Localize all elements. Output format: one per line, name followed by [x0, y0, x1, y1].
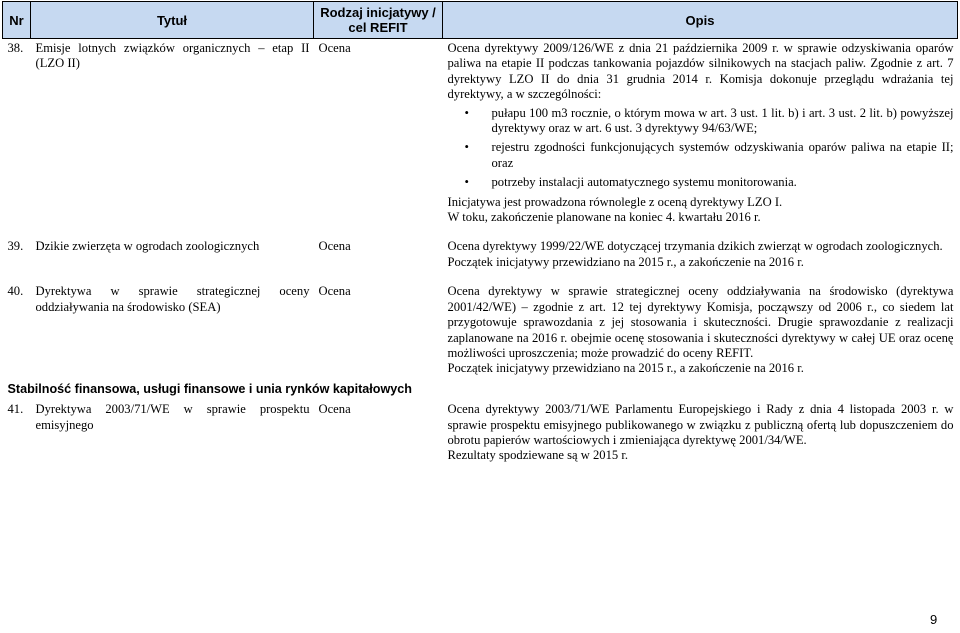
list-item: • rejestru zgodności funkcjonujących systemów odzyskiwania oparów paliwa na etapie II; oraz [464, 140, 954, 170]
row-nr: 39. [7, 239, 24, 254]
table-row [3, 237, 958, 282]
header-type [314, 2, 443, 39]
row-desc-bullets [448, 106, 954, 191]
initiatives-table [2, 1, 958, 467]
row-nr: 40. [7, 284, 24, 299]
row-description [443, 39, 958, 238]
list-item: • potrzeby instalacji automatycznego systemu monitorowania. [464, 175, 797, 190]
header-type-line1: Rodzaj inicjatywy / [320, 5, 436, 20]
table-row [3, 400, 958, 467]
table-header [3, 2, 958, 39]
row-desc-intro: Ocena dyrektywy 2009/126/WE z dnia 21 października 2009 r. w sprawie odzyskiwania oparów paliwa na etapie II podczas tankowania pojazdów silnikowych na stacjach paliw. Zgodnie z art. 7 dyrektywy LZO II do dnia 31 grudnia 2014 r. Komisja dokonuje przeglądu wdrażania tej dyrektywy, a w szczególności: [447, 41, 954, 102]
table-row [3, 282, 958, 379]
row-description [443, 237, 958, 282]
row-type: Ocena [318, 402, 351, 417]
row-desc-p2: Rezultaty spodziewane są w 2015 r. [447, 448, 628, 463]
header-type-line2: cel REFIT [348, 20, 408, 35]
bullet-icon: • [464, 105, 469, 120]
row-type: Ocena [318, 41, 351, 55]
section-heading: Stabilność finansowa, usługi finansowe i unia rynków kapitałowych [7, 381, 412, 396]
row-title: Dyrektywa w sprawie strategicznej oceny oddziaływania na środowisko (SEA) [35, 284, 310, 314]
page-number: 9 [930, 612, 938, 627]
row-nr: 41. [7, 402, 24, 417]
row-type: Ocena [318, 239, 351, 254]
row-description [443, 400, 958, 467]
header-nr: Nr [3, 2, 31, 39]
row-desc-outro2: W toku, zakończenie planowane na koniec 4. kwartału 2016 r. [447, 210, 761, 225]
section-heading-row [3, 380, 958, 400]
table-row [3, 39, 958, 238]
header-title: Tytuł [31, 2, 314, 39]
row-desc-p1: Ocena dyrektywy w sprawie strategicznej oceny oddziaływania na środowisko (dyrektywa 2001/42/WE) – zgodnie z art. 12 tej dyrektywy Komisja, począwszy od 2006 r., co siedem lat przygotowuje sprawozdania z jej stosowania i skuteczności. Drugie sprawozdanie z realizacji zaplanowane na 2016 r. obejmie ocenę stosowania i skuteczności dyrektywy w całej UE oraz ocenę możliwości uproszczenia; może prowadzić do oceny REFIT. [447, 284, 954, 360]
list-item: • pułapu 100 m3 rocznie, o którym mowa w art. 3 ust. 1 lit. b) i art. 3 ust. 2 lit. b) powyższej dyrektywy oraz w art. 6 ust. 3 dyrektywy 94/63/WE; [464, 105, 954, 136]
header-desc: Opis [443, 2, 958, 39]
row-desc-p1: Ocena dyrektywy 2003/71/WE Parlamentu Europejskiego i Rady z dnia 4 listopada 2003 r. w sprawie prospektu emisyjnego publikowanego w związku z publiczną ofertą lub dopuszczeniem do obrotu papierów wartościowych i zmieniająca dyrektywę 2001/34/WE. [447, 402, 954, 447]
row-desc-p2: Początek inicjatywy przewidziano na 2015 r., a zakończenie na 2016 r. [447, 361, 804, 376]
row-description [443, 282, 958, 379]
row-desc-p2: Początek inicjatywy przewidziano na 2015 r., a zakończenie na 2016 r. [447, 254, 804, 269]
row-title: Emisje lotnych związków organicznych – etap II (LZO II) [35, 41, 310, 71]
row-desc-outro1: Inicjatywa jest prowadzona równolegle z oceną dyrektywy LZO I. [447, 194, 783, 209]
row-type: Ocena [318, 284, 351, 299]
row-nr: 38. [7, 41, 24, 55]
row-title: Dzikie zwierzęta w ogrodach zoologicznych [35, 239, 260, 254]
bullet-icon: • [464, 175, 469, 190]
bullet-icon: • [464, 140, 469, 155]
row-title: Dyrektywa 2003/71/WE w sprawie prospektu emisyjnego [35, 402, 310, 432]
row-desc-p1: Ocena dyrektywy 1999/22/WE dotyczącej trzymania dzikich zwierząt w ogrodach zoologicznych. [447, 239, 943, 254]
